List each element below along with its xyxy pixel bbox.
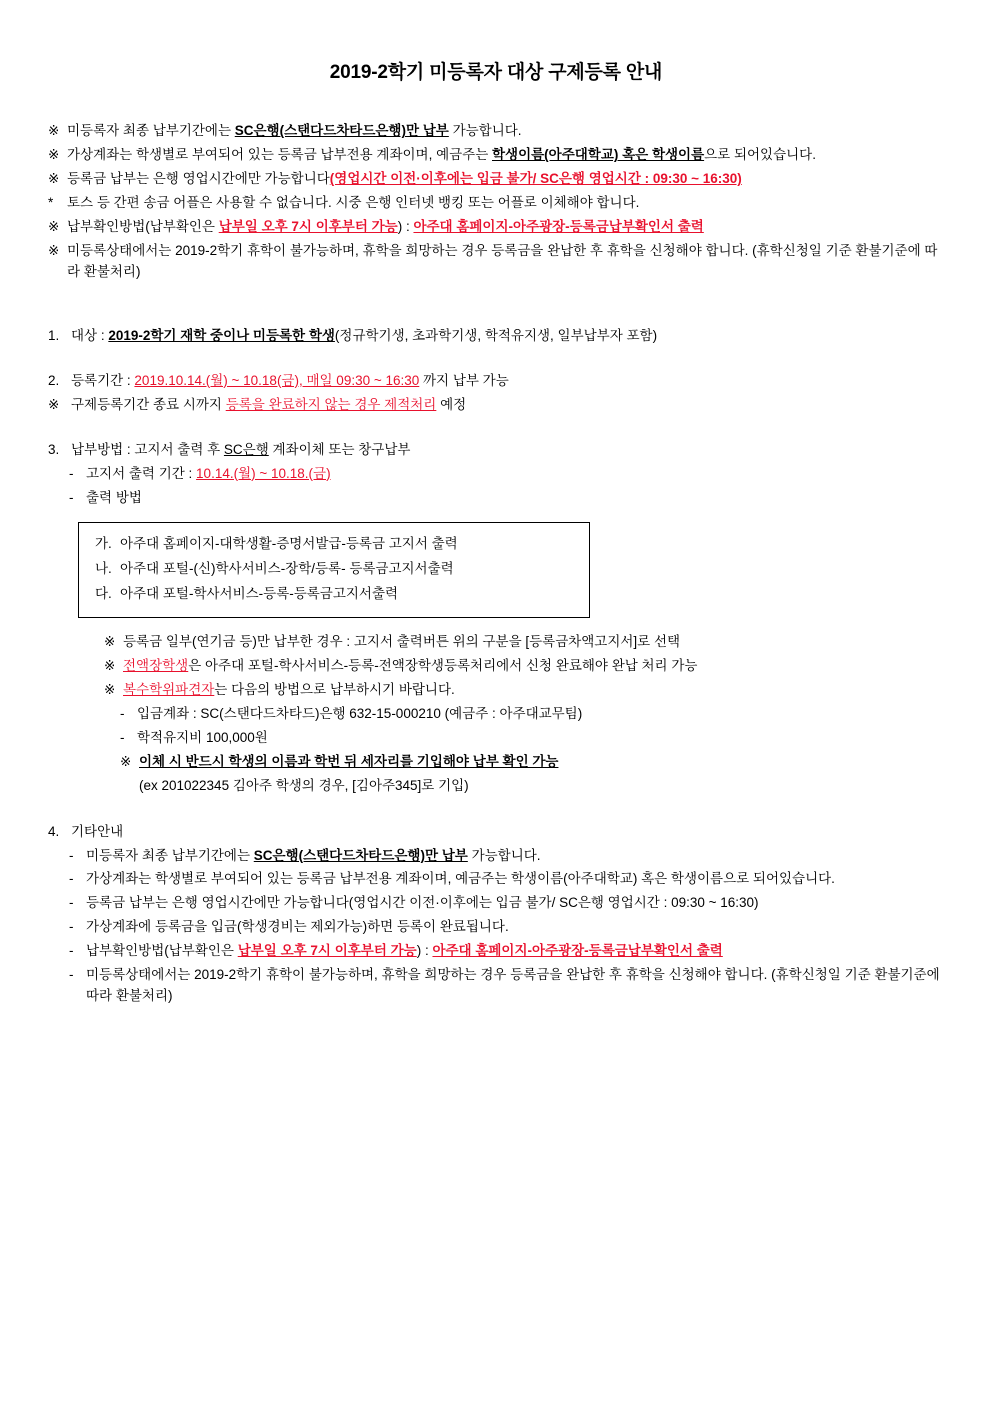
page-title: 2019-2학기 미등록자 대상 구제등록 안내 bbox=[329, 62, 663, 83]
text-run: 등록금 납부는 은행 영업시간에만 가능합니다(영업시간 이전·이후에는 입금 불가/ SC은행 영업시간 : 09:30 ~ 16:30) bbox=[86, 895, 759, 911]
text-run: (정규학기생, 초과학기생, 학적유지생, 일부납부자 포함) bbox=[334, 327, 658, 343]
text-run: 학생이름(아주대학교) 혹은 학생이름 bbox=[492, 147, 705, 163]
text-run: 가능합니다. bbox=[467, 847, 541, 863]
print-method-item bbox=[95, 584, 573, 605]
list-marker: ※ bbox=[48, 396, 60, 412]
list-marker: ※ bbox=[104, 658, 116, 674]
line-text bbox=[86, 917, 944, 938]
line-text bbox=[86, 965, 944, 1007]
text-run: 아주대 홈페이지-대학생활-증명서발급-등록금 고지서 출력 bbox=[120, 536, 458, 552]
text-run: 는 다음의 방법으로 납부하시기 바랍니다. bbox=[214, 682, 455, 698]
note-item bbox=[48, 704, 944, 725]
method-subitems-block bbox=[48, 464, 944, 509]
list-marker: 1. bbox=[48, 327, 60, 343]
line-text bbox=[120, 534, 573, 555]
text-run: 등록금 일부(연기금 등)만 납부한 경우 : 고지서 출력버튼 위의 구분을 [등록금차액고지서]로 선택 bbox=[123, 634, 681, 650]
text-run: 입금계좌 : SC(스탠다드차타드)은행 632-15-000210 (예금주 : 아주대교무팀) bbox=[137, 705, 583, 721]
text-run: 가상계좌는 학생별로 부여되어 있는 등록금 납부전용 계좌이며, 예금주는 bbox=[67, 147, 492, 163]
text-run: 등록기간 : bbox=[71, 372, 135, 388]
intro-item bbox=[48, 121, 944, 142]
line-text bbox=[67, 193, 944, 214]
list-marker: 나. bbox=[95, 561, 112, 577]
list-marker: ※ bbox=[48, 171, 60, 187]
note-item bbox=[48, 680, 944, 701]
section-item bbox=[48, 440, 944, 461]
line-text bbox=[139, 776, 944, 797]
text-run: 으로 되어있습니다. bbox=[704, 147, 816, 163]
text-run: SC은행(스탠다드차타드은행)만 납부 bbox=[234, 123, 449, 139]
list-marker: 가. bbox=[95, 536, 112, 552]
text-run: SC은행 bbox=[223, 441, 269, 457]
line-text bbox=[71, 371, 944, 392]
intro-item bbox=[48, 145, 944, 166]
line-text bbox=[120, 559, 573, 580]
intro-item bbox=[48, 169, 944, 190]
notes-block bbox=[48, 632, 944, 796]
section4-title: 기타안내 bbox=[71, 823, 124, 839]
text-run: 가상계좌는 학생별로 부여되어 있는 등록금 납부전용 계좌이며, 예금주는 학생이름(아주대학교) 혹은 학생이름으로 되어있습니다. bbox=[86, 871, 835, 887]
list-marker: 2. bbox=[48, 372, 60, 388]
line-text bbox=[67, 121, 944, 142]
line-text bbox=[120, 584, 573, 605]
text-run: 납부방법 : 고지서 출력 후 bbox=[71, 441, 224, 457]
list-marker: ※ bbox=[120, 753, 132, 769]
list-marker: - bbox=[69, 847, 74, 863]
text-run: ) : bbox=[416, 943, 433, 959]
list-marker: ※ bbox=[104, 682, 116, 698]
text-run: 10.14.(월) ~ 10.18.(금) bbox=[196, 465, 331, 481]
line-text bbox=[137, 728, 944, 749]
method-subitem bbox=[69, 488, 944, 509]
list-marker: ※ bbox=[48, 243, 60, 259]
section-item bbox=[48, 395, 944, 416]
text-run: 전액장학생 bbox=[123, 658, 189, 674]
list-marker: ※ bbox=[48, 147, 60, 163]
intro-item bbox=[48, 217, 944, 238]
text-run: 미등록자 최종 납부기간에는 bbox=[86, 847, 254, 863]
note-item bbox=[48, 656, 944, 677]
text-run: 이체 시 반드시 학생의 이름과 학번 뒤 세자리를 기입해야 납부 확인 가능 bbox=[139, 753, 559, 769]
text-run: 등록금 납부는 은행 영업시간에만 가능합니다 bbox=[67, 171, 330, 187]
list-marker: - bbox=[69, 967, 74, 983]
text-run: 아주대 포털-학사서비스-등록-등록금고지서출력 bbox=[120, 586, 399, 602]
line-text bbox=[86, 941, 944, 962]
list-marker: 다. bbox=[95, 586, 112, 602]
spacer bbox=[48, 800, 944, 822]
list-marker: * bbox=[48, 195, 54, 211]
line-text bbox=[86, 869, 944, 890]
text-run: 복수학위파견자 bbox=[123, 682, 215, 698]
print-method-item bbox=[95, 559, 573, 580]
section4-item bbox=[69, 846, 944, 867]
line-text bbox=[86, 846, 944, 867]
section4-item bbox=[69, 917, 944, 938]
text-run: 납부확인방법(납부확인은 bbox=[86, 943, 238, 959]
list-marker: - bbox=[69, 943, 74, 959]
section4-item bbox=[69, 893, 944, 914]
sections-block bbox=[48, 326, 944, 461]
section4-item bbox=[69, 941, 944, 962]
list-marker: - bbox=[69, 895, 74, 911]
text-run: 계좌이체 또는 창구납부 bbox=[268, 441, 411, 457]
text-run: 아주대 홈페이지-아주광장-등록금납부확인서 출력 bbox=[432, 943, 723, 959]
text-run: 미등록자 최종 납부기간에는 bbox=[67, 123, 235, 139]
text-run: 출력 방법 bbox=[86, 489, 142, 505]
line-text bbox=[123, 656, 944, 677]
note-item bbox=[48, 776, 944, 797]
list-marker: - bbox=[69, 871, 74, 887]
line-text bbox=[137, 704, 944, 725]
text-run: 은 아주대 포털-학사서비스-등록-전액장학생등록처리에서 신청 완료해야 완납 처리 가능 bbox=[188, 658, 698, 674]
text-run: 납부일 오후 7시 이후부터 가능 bbox=[218, 219, 398, 235]
spacer bbox=[48, 286, 944, 326]
text-run: 미등록상태에서는 2019-2학기 휴학이 불가능하며, 휴학을 희망하는 경우 등록금을 완납한 후 휴학을 신청해야 합니다. (휴학신청일 기준 환불기준에 따라 환불처리) bbox=[67, 243, 938, 279]
text-run: 대상 : bbox=[71, 327, 109, 343]
print-method-box bbox=[78, 522, 590, 618]
intro-block bbox=[48, 121, 944, 282]
list-marker: - bbox=[69, 489, 74, 505]
list-marker: - bbox=[120, 705, 125, 721]
section-item bbox=[48, 371, 944, 392]
line-text bbox=[86, 488, 944, 509]
list-marker: - bbox=[69, 919, 74, 935]
line-text bbox=[86, 464, 944, 485]
intro-item bbox=[48, 241, 944, 283]
text-run: SC은행(스탠다드차타드은행)만 납부 bbox=[253, 847, 468, 863]
text-run: 납부일 오후 7시 이후부터 가능 bbox=[237, 943, 417, 959]
text-run: 고지서 출력 기간 : bbox=[86, 465, 197, 481]
section4-item bbox=[69, 965, 944, 1007]
line-text bbox=[139, 752, 944, 773]
list-marker: ※ bbox=[48, 219, 60, 235]
text-run: 가상계좌에 등록금을 입금(학생경비는 제외가능)하면 등록이 완료됩니다. bbox=[86, 919, 509, 935]
list-marker: - bbox=[69, 465, 74, 481]
section4-items bbox=[48, 846, 944, 1007]
text-run: 학적유지비 100,000원 bbox=[137, 729, 268, 745]
text-run: 납부확인방법(납부확인은 bbox=[67, 219, 219, 235]
line-text bbox=[67, 241, 944, 283]
line-text bbox=[71, 326, 944, 347]
text-run: 토스 등 간편 송금 어플은 사용할 수 없습니다. 시중 은행 인터넷 뱅킹 또는 어플로 이체해야 합니다. bbox=[67, 195, 640, 211]
note-item bbox=[48, 728, 944, 749]
section-item bbox=[48, 326, 944, 347]
line-text bbox=[67, 145, 944, 166]
line-text bbox=[67, 217, 944, 238]
line-text bbox=[86, 893, 944, 914]
method-subitem bbox=[69, 464, 944, 485]
text-run: 까지 납부 가능 bbox=[419, 372, 509, 388]
text-run: (영업시간 이전·이후에는 입금 불가/ SC은행 영업시간 : 09:30 ~ 16:30) bbox=[329, 171, 742, 187]
text-run: 구제등록기간 종료 시까지 bbox=[71, 396, 226, 412]
list-marker: 3. bbox=[48, 441, 60, 457]
list-marker: ※ bbox=[104, 634, 116, 650]
section4-heading bbox=[48, 822, 944, 843]
note-item bbox=[48, 752, 944, 773]
section4-item bbox=[69, 869, 944, 890]
list-marker: - bbox=[120, 729, 125, 745]
section4-marker: 4. bbox=[48, 823, 60, 839]
line-text bbox=[71, 440, 944, 461]
text-run: 아주대 홈페이지-아주광장-등록금납부확인서 출력 bbox=[413, 219, 704, 235]
text-run: 등록을 완료하지 않는 경우 제적처리 bbox=[225, 396, 437, 412]
line-text bbox=[123, 632, 944, 653]
text-run: 아주대 포털-(신)학사서비스-장학/등록- 등록금고지서출력 bbox=[120, 561, 454, 577]
text-run: (ex 201022345 김아주 학생의 경우, [김아주345]로 기입) bbox=[139, 777, 469, 793]
print-method-item bbox=[95, 534, 573, 555]
line-text bbox=[123, 680, 944, 701]
line-text bbox=[71, 395, 944, 416]
line-text bbox=[67, 169, 944, 190]
text-run: 2019-2학기 재학 중이나 미등록한 학생 bbox=[108, 327, 335, 343]
text-run: 미등록상태에서는 2019-2학기 휴학이 불가능하며, 휴학을 희망하는 경우 등록금을 완납한 후 휴학을 신청해야 합니다. (휴학신청일 기준 환불기준에 따라 환불처리) bbox=[86, 967, 940, 1004]
text-run: 가능합니다. bbox=[448, 123, 522, 139]
intro-item bbox=[48, 193, 944, 214]
note-item bbox=[48, 632, 944, 653]
text-run: ) : bbox=[397, 219, 414, 235]
text-run: 예정 bbox=[436, 396, 467, 412]
list-marker: ※ bbox=[48, 123, 60, 139]
text-run: 2019.10.14.(월) ~ 10.18(금), 매일 09:30 ~ 16:30 bbox=[134, 372, 420, 388]
